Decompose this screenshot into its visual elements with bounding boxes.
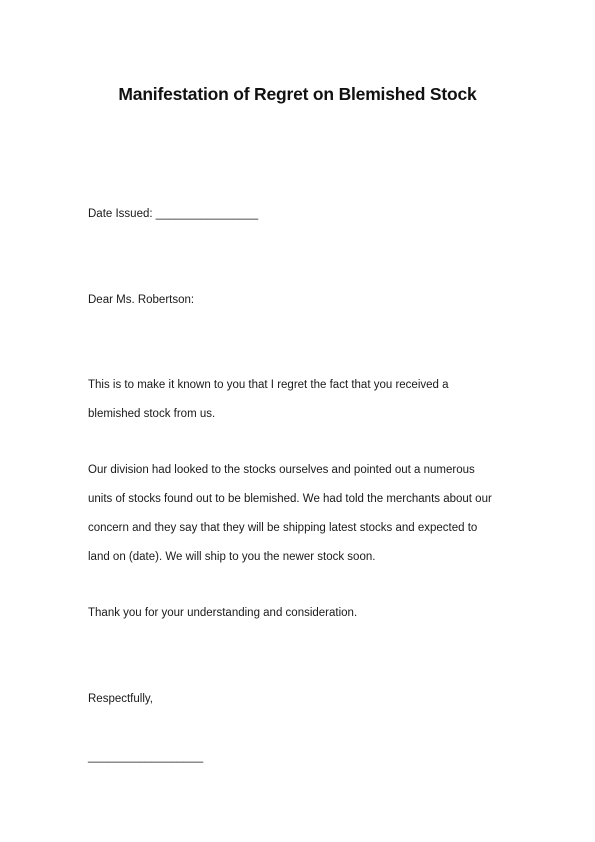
paragraph-1-line-2: blemished stock from us. [88,408,216,420]
paragraph-2-line-1: Our division had looked to the stocks ourselves and pointed out a numerous [88,464,475,476]
date-issued-line: Date Issued: ________________ [88,208,259,220]
salutation: Dear Ms. Robertson: [88,294,195,306]
document-title: Manifestation of Regret on Blemished Stock [118,84,477,104]
paragraph-2-line-4: land on (date). We will ship to you the newer stock soon. [88,551,376,563]
paragraph-2-line-2: units of stocks found out to be blemished. We had told the merchants about our [88,493,492,505]
paragraph-3: Thank you for your understanding and consideration. [88,607,358,619]
paragraph-2-line-3: concern and they say that they will be shipping latest stocks and expected to [88,522,478,534]
closing: Respectfully, [88,693,153,705]
signature-line: __________________ [88,751,204,763]
paragraph-1-line-1: This is to make it known to you that I regret the fact that you received a [88,379,449,391]
